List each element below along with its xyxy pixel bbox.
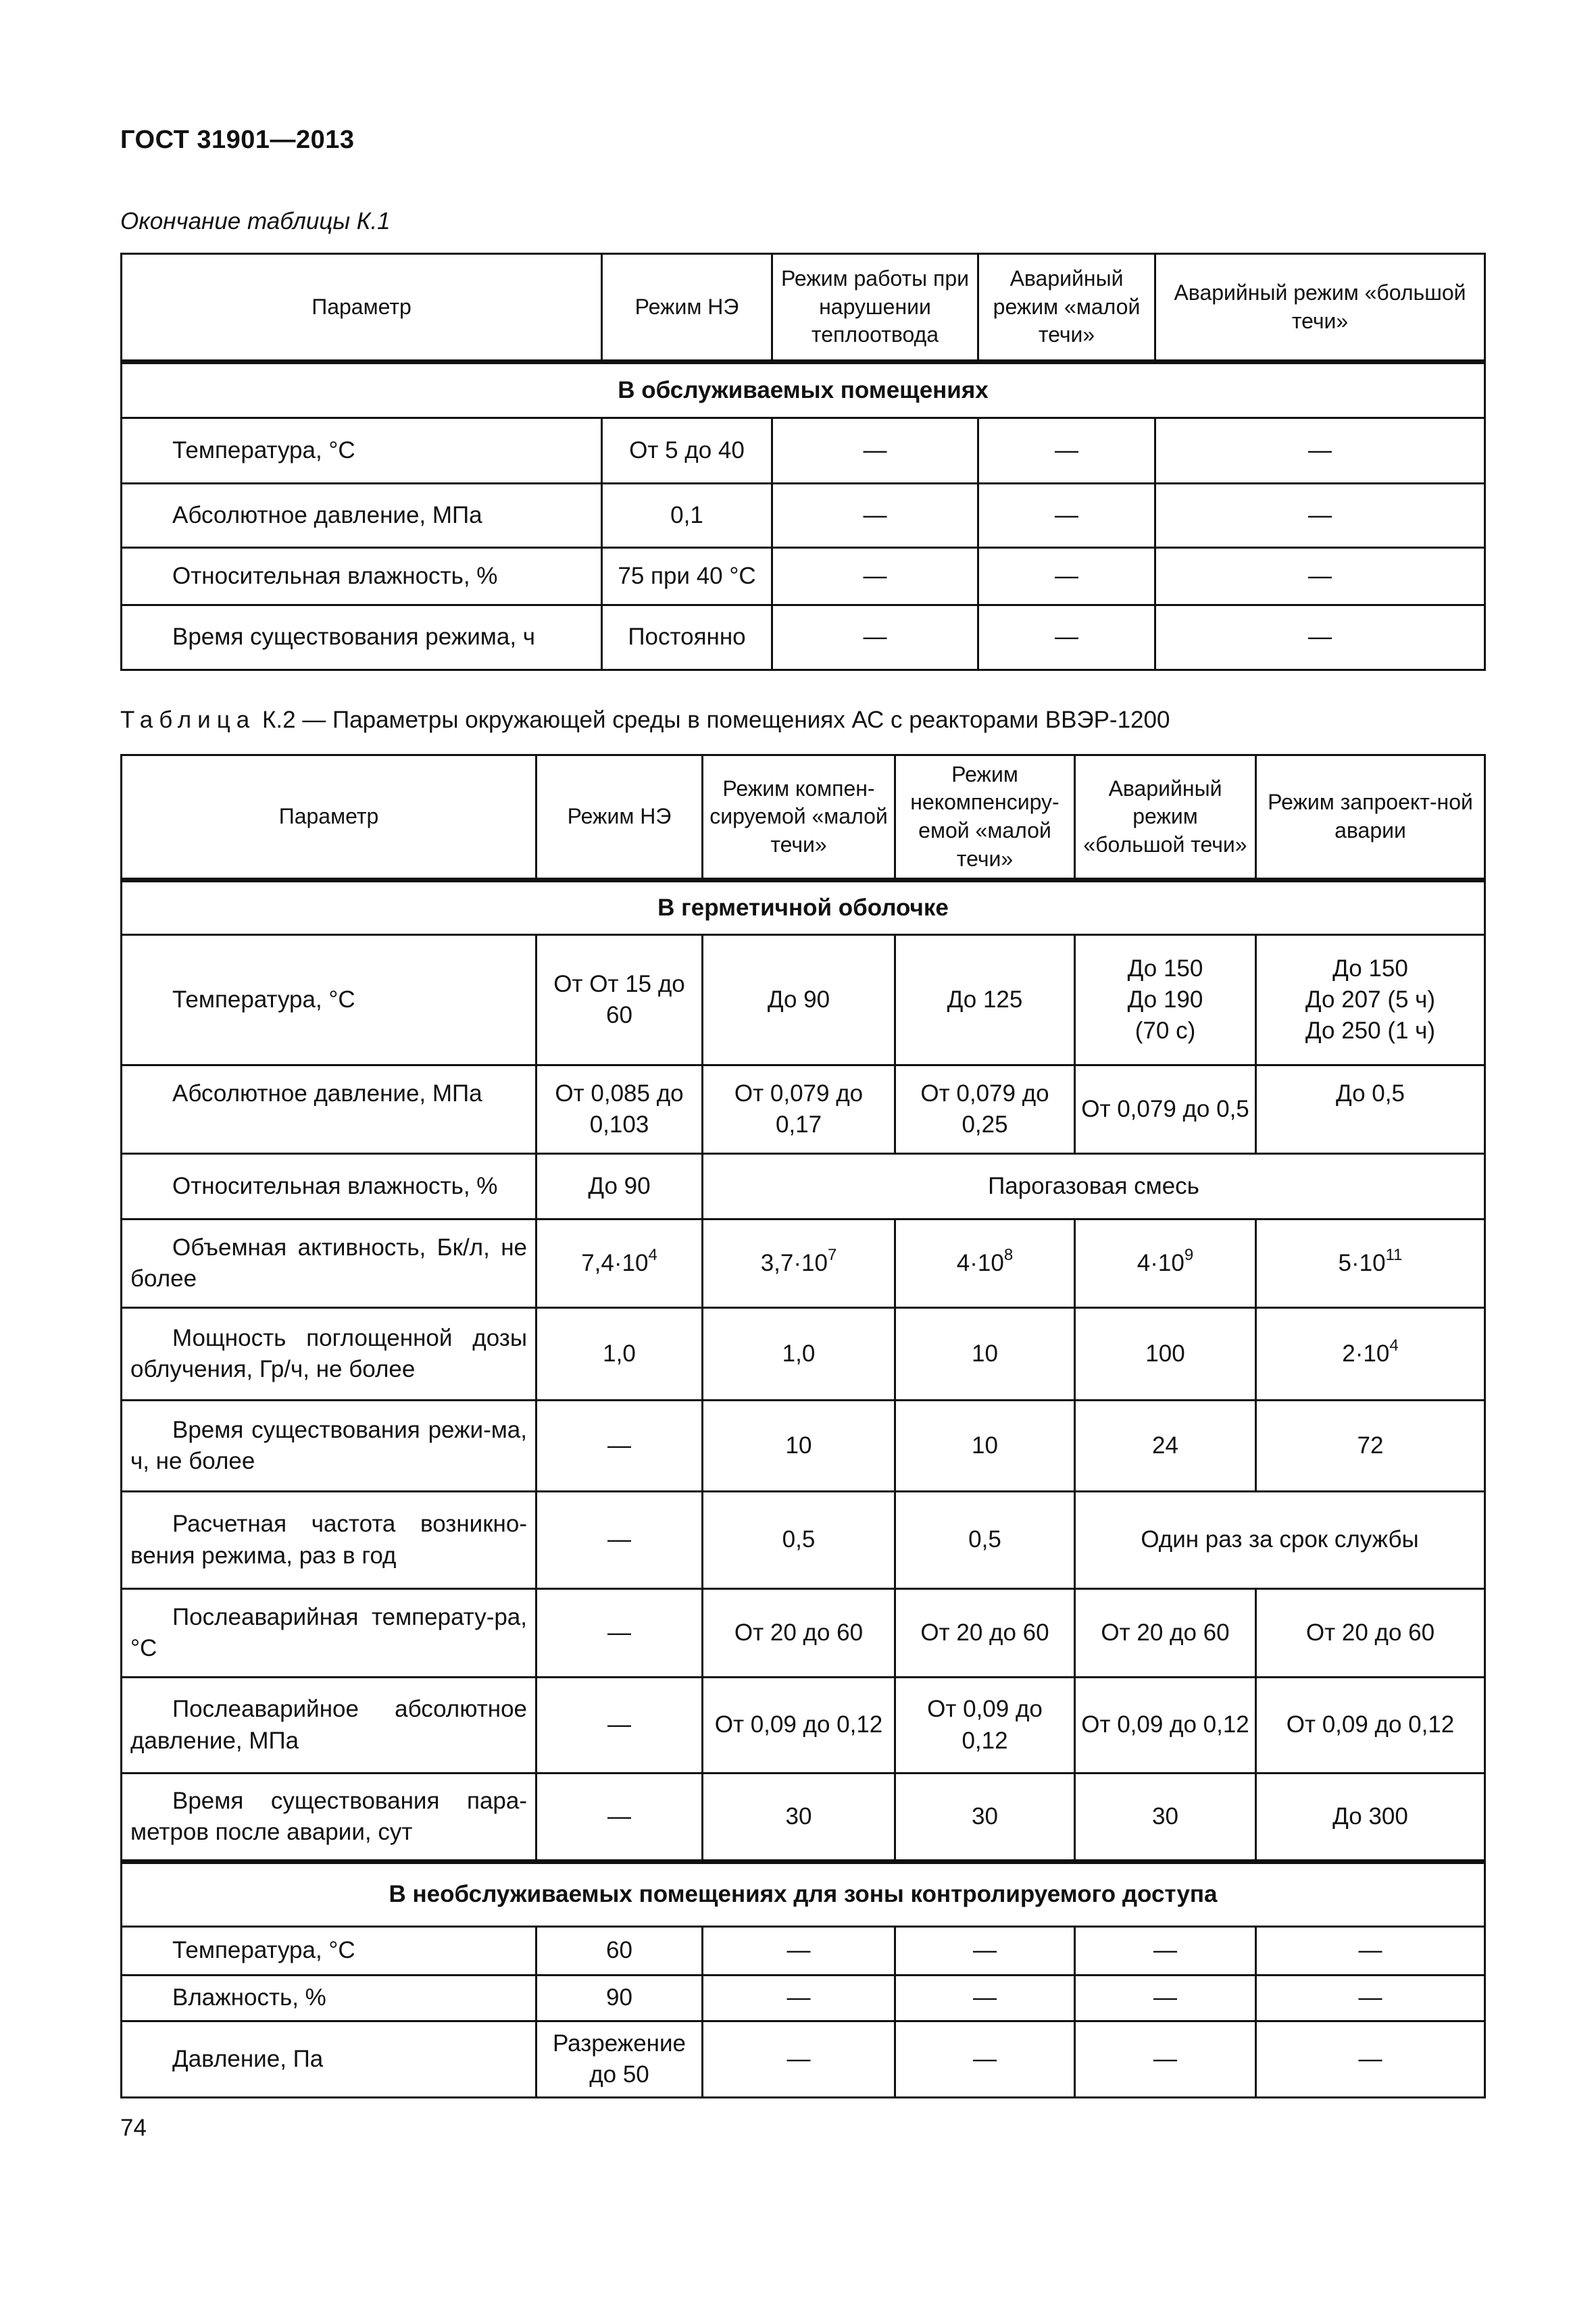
- value-cell: —: [1155, 484, 1485, 548]
- document-header: ГОСТ 31901—2013: [120, 126, 355, 154]
- value-cell: —: [895, 2021, 1075, 2098]
- parameter-cell: Давление, Па: [122, 2021, 537, 2098]
- value-cell: —: [1075, 2021, 1256, 2098]
- value-line: До 150: [1127, 955, 1203, 982]
- value-cell: От 20 до 60: [895, 1589, 1075, 1678]
- table-row: [122, 1492, 1485, 1589]
- value-exponent: 11: [1385, 1245, 1403, 1264]
- column-header: Режим работы при нарушении теплоотвода: [772, 254, 978, 362]
- column-header: Параметр: [122, 254, 602, 362]
- value-cell: —: [978, 605, 1155, 670]
- value-cell: 30: [703, 1774, 895, 1862]
- value-cell: 100: [1075, 1308, 1256, 1401]
- section-row: [122, 1862, 1485, 1927]
- value-exponent: 8: [1003, 1245, 1014, 1264]
- value-cell: —: [1256, 1976, 1485, 2021]
- value-cell: 0,5: [703, 1492, 895, 1589]
- parameter-cell: Температура, °С: [122, 418, 602, 484]
- value-cell: —: [1155, 418, 1485, 484]
- value-cell: —: [537, 1774, 703, 1862]
- value-cell: —: [703, 1976, 895, 2021]
- value-cell: 1,0: [703, 1308, 895, 1401]
- value-cell: 24: [1075, 1401, 1256, 1492]
- table-row: [122, 1774, 1485, 1862]
- parameter-cell: Относительная влажность, %: [122, 548, 602, 605]
- parameter-cell: Температура, °С: [122, 935, 537, 1065]
- value-cell: —: [772, 484, 978, 548]
- value-line: До 190: [1127, 986, 1203, 1013]
- value-cell: [1075, 935, 1256, 1065]
- table-row: [122, 1401, 1485, 1492]
- value-cell: —: [703, 1927, 895, 1976]
- table-row: [122, 1308, 1485, 1401]
- value-cell: 90: [537, 1976, 703, 2021]
- value-cell: От 0,079 до 0,5: [1075, 1065, 1256, 1154]
- section-row: [122, 362, 1485, 418]
- value-base: 3,7·10: [760, 1249, 828, 1276]
- value-cell: [537, 1219, 703, 1308]
- section-title: В необслуживаемых помещениях для зоны контролируемого доступа: [122, 1862, 1485, 1927]
- column-header: Режим НЭ: [537, 755, 703, 880]
- value-base: 4·10: [1137, 1249, 1184, 1276]
- table-header-row: [122, 755, 1485, 880]
- value-cell: От От 15 до 60: [537, 935, 703, 1065]
- value-base: 2·10: [1342, 1340, 1390, 1367]
- value-base: 7,4·10: [581, 1249, 649, 1276]
- column-header: Аварийный режим «большой течи»: [1075, 755, 1256, 880]
- table-header-row: [122, 254, 1485, 362]
- value-line: (70 с): [1134, 1017, 1196, 1045]
- table-row: [122, 418, 1485, 484]
- parameter-cell: [122, 1401, 537, 1492]
- value-cell: [1256, 1308, 1485, 1401]
- merged-value-cell: Парогазовая смесь: [703, 1154, 1485, 1219]
- value-cell: [895, 1219, 1075, 1308]
- page-number: 74: [120, 2115, 147, 2141]
- value-cell: 60: [537, 1927, 703, 1976]
- section-title: В герметичной оболочке: [122, 880, 1485, 935]
- value-cell: 72: [1256, 1401, 1485, 1492]
- value-cell: Постоянно: [602, 605, 772, 670]
- parameter-cell: Время существования режима, ч: [122, 605, 602, 670]
- value-cell: От 0,09 до 0,12: [1075, 1678, 1256, 1774]
- value-cell: —: [772, 605, 978, 670]
- value-line: До 150: [1332, 955, 1408, 982]
- parameter-cell: Абсолютное давление, МПа: [122, 484, 602, 548]
- value-cell: 30: [895, 1774, 1075, 1862]
- value-cell: —: [1155, 605, 1485, 670]
- value-cell: 1,0: [537, 1308, 703, 1401]
- column-header: Режим НЭ: [602, 254, 772, 362]
- value-cell: —: [1256, 1927, 1485, 1976]
- column-header: Режим компен-сируемой «малой течи»: [703, 755, 895, 880]
- value-cell: До 0,5: [1256, 1065, 1485, 1154]
- value-cell: —: [1075, 1927, 1256, 1976]
- caption-text: К.2 — Параметры окружающей среды в помещениях АС с реакторами ВВЭР-1200: [255, 707, 1170, 733]
- caption-label: Таблица: [120, 707, 256, 733]
- value-line: До 250 (1 ч): [1305, 1017, 1436, 1045]
- value-cell: —: [537, 1492, 703, 1589]
- value-cell: От 20 до 60: [1256, 1589, 1485, 1678]
- table-k2-caption: [120, 707, 1170, 734]
- value-cell: 30: [1075, 1774, 1256, 1862]
- value-cell: —: [537, 1589, 703, 1678]
- parameter-label: Время существования пара-метров после аварии, сут: [130, 1787, 527, 1845]
- table-row: [122, 1219, 1485, 1308]
- parameter-label: Объемная активность, Бк/л, не более: [130, 1234, 527, 1292]
- table-row: [122, 1976, 1485, 2021]
- value-cell: 10: [895, 1401, 1075, 1492]
- value-exponent: 4: [1389, 1336, 1399, 1355]
- parameter-cell: Влажность, %: [122, 1976, 537, 2021]
- table-row: [122, 1927, 1485, 1976]
- value-cell: До 125: [895, 935, 1075, 1065]
- value-cell: [1256, 1219, 1485, 1308]
- parameter-label: Послеаварийное абсолютное давление, МПа: [130, 1696, 527, 1754]
- table-row: [122, 1154, 1485, 1219]
- parameter-cell: [122, 1492, 537, 1589]
- value-base: 5·10: [1338, 1249, 1386, 1276]
- table-k1: [120, 253, 1486, 671]
- value-cell: До 90: [703, 935, 895, 1065]
- value-cell: —: [703, 2021, 895, 2098]
- section-title: В обслуживаемых помещениях: [122, 362, 1485, 418]
- value-cell: Разрежение до 50: [537, 2021, 703, 2098]
- value-cell: 10: [703, 1401, 895, 1492]
- table-row: [122, 2021, 1485, 2098]
- value-cell: —: [772, 418, 978, 484]
- value-cell: От 5 до 40: [602, 418, 772, 484]
- value-exponent: 4: [648, 1245, 657, 1264]
- parameter-cell: [122, 1219, 537, 1308]
- value-cell: До 90: [537, 1154, 703, 1219]
- table-k2: [120, 754, 1486, 2098]
- parameter-label: Расчетная частота возникно-вения режима, раз в год: [130, 1511, 527, 1569]
- value-cell: От 0,09 до 0,12: [1256, 1678, 1485, 1774]
- parameter-label: Послеаварийная температу-ра, °С: [130, 1603, 527, 1661]
- table-row: [122, 548, 1485, 605]
- value-cell: От 20 до 60: [703, 1589, 895, 1678]
- value-cell: От 0,085 до 0,103: [537, 1065, 703, 1154]
- parameter-cell: [122, 1589, 537, 1678]
- merged-value-cell: Один раз за срок службы: [1075, 1492, 1485, 1589]
- value-cell: 0,5: [895, 1492, 1075, 1589]
- table-row: [122, 605, 1485, 670]
- value-cell: От 0,079 до 0,17: [703, 1065, 895, 1154]
- table-row: [122, 1065, 1485, 1154]
- parameter-label: Мощность поглощенной дозы облучения, Гр/ч, не более: [130, 1324, 527, 1382]
- value-cell: —: [978, 548, 1155, 605]
- parameter-cell: Абсолютное давление, МПа: [122, 1065, 537, 1154]
- table-row: [122, 935, 1485, 1065]
- value-cell: 10: [895, 1308, 1075, 1401]
- column-header: Аварийный режим «большой течи»: [1155, 254, 1485, 362]
- value-cell: От 20 до 60: [1075, 1589, 1256, 1678]
- value-exponent: 7: [827, 1245, 837, 1264]
- value-cell: —: [1256, 2021, 1485, 2098]
- value-cell: —: [978, 418, 1155, 484]
- table-row: [122, 1589, 1485, 1678]
- parameter-cell: [122, 1678, 537, 1774]
- parameter-cell: [122, 1308, 537, 1401]
- value-cell: —: [537, 1678, 703, 1774]
- value-cell: От 0,079 до 0,25: [895, 1065, 1075, 1154]
- parameter-cell: [122, 1774, 537, 1862]
- value-cell: [1075, 1219, 1256, 1308]
- table-k1-caption: Окончание таблицы К.1: [120, 208, 391, 234]
- value-cell: 75 при 40 °С: [602, 548, 772, 605]
- value-base: 4·10: [956, 1249, 1004, 1276]
- value-cell: [1256, 935, 1485, 1065]
- parameter-label: Время существования режи-ма, ч, не более: [130, 1416, 527, 1474]
- value-cell: [703, 1219, 895, 1308]
- table-row: [122, 484, 1485, 548]
- value-cell: —: [978, 484, 1155, 548]
- value-cell: —: [895, 1976, 1075, 2021]
- value-line: До 207 (5 ч): [1305, 986, 1436, 1013]
- value-cell: —: [1075, 1976, 1256, 2021]
- value-cell: —: [537, 1401, 703, 1492]
- column-header: Режим запроект-ной аварии: [1256, 755, 1485, 880]
- value-cell: От 0,09 до 0,12: [895, 1678, 1075, 1774]
- value-exponent: 9: [1184, 1245, 1194, 1264]
- value-cell: До 300: [1256, 1774, 1485, 1862]
- parameter-cell: Относительная влажность, %: [122, 1154, 537, 1219]
- column-header: Аварийный режим «малой течи»: [978, 254, 1155, 362]
- parameter-cell: Температура, °С: [122, 1927, 537, 1976]
- column-header: Режим некомпенсиру-емой «малой течи»: [895, 755, 1075, 880]
- value-cell: —: [772, 548, 978, 605]
- column-header: Параметр: [122, 755, 537, 880]
- value-cell: 0,1: [602, 484, 772, 548]
- value-cell: —: [895, 1927, 1075, 1976]
- table-row: [122, 1678, 1485, 1774]
- section-row: [122, 880, 1485, 935]
- value-cell: —: [1155, 548, 1485, 605]
- value-cell: От 0,09 до 0,12: [703, 1678, 895, 1774]
